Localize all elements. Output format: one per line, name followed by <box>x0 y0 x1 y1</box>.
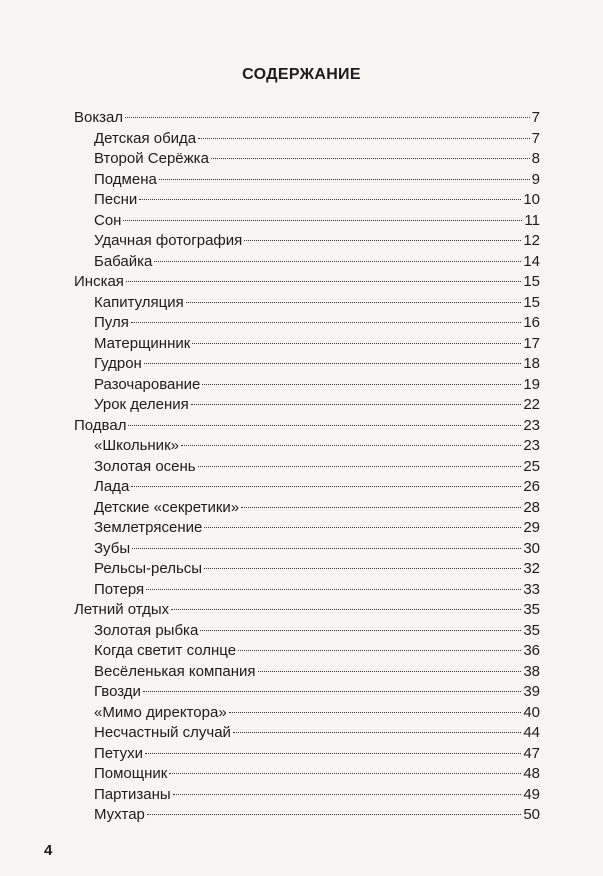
toc-entry-page: 19 <box>523 375 540 393</box>
dot-leader <box>144 363 521 364</box>
toc-entry-page: 49 <box>523 785 540 803</box>
toc-entry-page: 36 <box>523 642 540 659</box>
toc-entry-page: 29 <box>523 519 540 536</box>
toc-entry-title: Бабайка <box>94 252 153 270</box>
toc-entry-page: 14 <box>523 252 540 270</box>
toc-entry-page: 39 <box>523 683 540 700</box>
toc-entry-page: 15 <box>523 293 540 311</box>
toc-subentry <box>74 805 540 826</box>
toc-entry-title: Инская <box>74 273 124 290</box>
toc-entry-page: 23 <box>523 437 540 454</box>
dot-leader <box>139 199 521 200</box>
toc-entry-page: 12 <box>523 232 540 249</box>
toc-entry-page: 18 <box>523 355 540 372</box>
toc-entry-title: Вокзал <box>74 109 124 126</box>
table-of-contents <box>74 108 540 826</box>
dot-leader <box>202 384 521 385</box>
toc-entry-title: Удачная фотография <box>94 232 243 249</box>
toc-entry-title: Лада <box>94 478 130 495</box>
toc-entry-page: 47 <box>523 744 540 762</box>
dot-leader <box>171 609 521 610</box>
toc-section <box>74 108 540 129</box>
toc-subentry <box>74 744 540 765</box>
toc-entry-title: Потеря <box>94 580 145 598</box>
dot-leader <box>126 281 521 282</box>
page-number: 4 <box>44 842 53 859</box>
toc-entry-title: Детские «секретики» <box>94 498 240 516</box>
toc-entry-page: 23 <box>523 416 540 434</box>
toc-entry-page: 7 <box>531 129 540 147</box>
toc-subentry <box>74 580 540 601</box>
toc-entry-title: Сон <box>94 211 122 229</box>
toc-entry-page: 32 <box>523 560 540 577</box>
toc-entry-title: Когда светит солнце <box>94 642 237 659</box>
toc-subentry <box>74 498 540 519</box>
dot-leader <box>169 773 521 774</box>
toc-entry-page: 50 <box>523 806 540 823</box>
toc-entry-title: Рельсы-рельсы <box>94 560 203 577</box>
toc-entry-title: Летний отдых <box>74 601 170 618</box>
toc-entry-title: Песни <box>94 191 138 208</box>
toc-subentry <box>74 785 540 806</box>
dot-leader <box>204 527 521 528</box>
dot-leader <box>200 630 521 631</box>
toc-subentry <box>74 539 540 560</box>
dot-leader <box>143 691 521 692</box>
toc-subentry <box>74 375 540 396</box>
dot-leader <box>204 568 521 569</box>
toc-entry-title: Землетрясение <box>94 519 203 536</box>
toc-subentry <box>74 252 540 273</box>
toc-entry-title: Разочарование <box>94 375 201 393</box>
toc-subentry <box>74 723 540 744</box>
dot-leader <box>211 158 530 159</box>
dot-leader <box>229 712 522 713</box>
dot-leader <box>191 404 522 405</box>
toc-entry-page: 44 <box>523 724 540 741</box>
dot-leader <box>145 753 521 754</box>
toc-entry-title: Золотая рыбка <box>94 621 199 639</box>
dot-leader <box>241 507 521 508</box>
toc-subentry <box>74 457 540 478</box>
dot-leader <box>154 261 521 262</box>
toc-subentry <box>74 621 540 642</box>
toc-section <box>74 600 540 621</box>
toc-entry-page: 11 <box>524 211 540 229</box>
toc-subentry <box>74 170 540 191</box>
toc-entry-title: Капитуляция <box>94 293 184 311</box>
toc-entry-page: 25 <box>523 457 540 475</box>
toc-subentry <box>74 641 540 662</box>
toc-entry-page: 30 <box>523 539 540 557</box>
dot-leader <box>131 322 521 323</box>
toc-entry-title: «Школьник» <box>94 437 179 454</box>
toc-entry-page: 40 <box>523 703 540 721</box>
toc-entry-title: «Мимо директора» <box>94 703 227 721</box>
dot-leader <box>159 179 530 180</box>
toc-subentry <box>74 559 540 580</box>
toc-entry-title: Матерщинник <box>94 334 191 352</box>
toc-entry-page: 33 <box>523 580 540 598</box>
toc-entry-page: 10 <box>523 191 540 208</box>
dot-leader <box>131 486 521 487</box>
toc-subentry <box>74 129 540 150</box>
toc-entry-page: 9 <box>531 170 540 188</box>
dot-leader <box>181 445 521 446</box>
toc-subentry <box>74 682 540 703</box>
toc-entry-page: 38 <box>523 662 540 680</box>
toc-entry-title: Урок деления <box>94 396 189 413</box>
toc-subentry <box>74 231 540 252</box>
toc-entry-page: 35 <box>523 601 540 618</box>
toc-entry-title: Партизаны <box>94 785 171 803</box>
toc-subentry <box>74 313 540 334</box>
page-title: СОДЕРЖАНИЕ <box>242 66 361 83</box>
dot-leader <box>147 814 521 815</box>
toc-entry-page: 48 <box>523 765 540 782</box>
toc-subentry <box>74 436 540 457</box>
dot-leader <box>233 732 521 733</box>
toc-entry-title: Помощник <box>94 765 168 782</box>
toc-entry-page: 35 <box>523 621 540 639</box>
toc-entry-title: Зубы <box>94 539 131 557</box>
toc-entry-page: 17 <box>523 334 540 352</box>
toc-entry-title: Подвал <box>74 416 127 434</box>
dot-leader <box>123 220 522 221</box>
toc-entry-title: Несчастный случай <box>94 724 231 741</box>
dot-leader <box>186 302 522 303</box>
dot-leader <box>198 466 522 467</box>
dot-leader <box>198 138 530 139</box>
toc-entry-title: Гвозди <box>94 683 141 700</box>
toc-subentry <box>74 395 540 416</box>
toc-section <box>74 416 540 437</box>
dot-leader <box>132 548 521 549</box>
toc-subentry <box>74 334 540 355</box>
toc-entry-title: Мухтар <box>94 806 145 823</box>
toc-entry-page: 7 <box>531 109 540 126</box>
toc-subentry <box>74 149 540 170</box>
toc-subentry <box>74 764 540 785</box>
toc-entry-title: Петухи <box>94 744 144 762</box>
dot-leader <box>146 589 521 590</box>
toc-entry-title: Весёленькая компания <box>94 662 256 680</box>
toc-entry-page: 26 <box>523 478 540 495</box>
toc-entry-title: Пуля <box>94 314 129 331</box>
toc-entry-page: 8 <box>531 150 540 167</box>
toc-entry-page: 15 <box>523 273 540 290</box>
toc-entry-title: Гудрон <box>94 355 142 372</box>
toc-entry-page: 22 <box>523 396 540 413</box>
dot-leader <box>125 117 530 118</box>
toc-entry-title: Второй Серёжка <box>94 150 209 167</box>
toc-entry-page: 16 <box>523 314 540 331</box>
toc-section <box>74 272 540 293</box>
toc-subentry <box>74 211 540 232</box>
dot-leader <box>244 240 521 241</box>
toc-subentry <box>74 354 540 375</box>
dot-leader <box>128 425 521 426</box>
toc-subentry <box>74 293 540 314</box>
toc-entry-title: Золотая осень <box>94 457 196 475</box>
toc-subentry <box>74 518 540 539</box>
toc-subentry <box>74 662 540 683</box>
dot-leader <box>192 343 521 344</box>
toc-entry-title: Детская обида <box>94 129 197 147</box>
dot-leader <box>258 671 522 672</box>
dot-leader <box>173 794 522 795</box>
dot-leader <box>238 650 521 651</box>
toc-subentry <box>74 190 540 211</box>
toc-entry-title: Подмена <box>94 170 157 188</box>
toc-subentry <box>74 477 540 498</box>
toc-entry-page: 28 <box>523 498 540 516</box>
toc-subentry <box>74 703 540 724</box>
